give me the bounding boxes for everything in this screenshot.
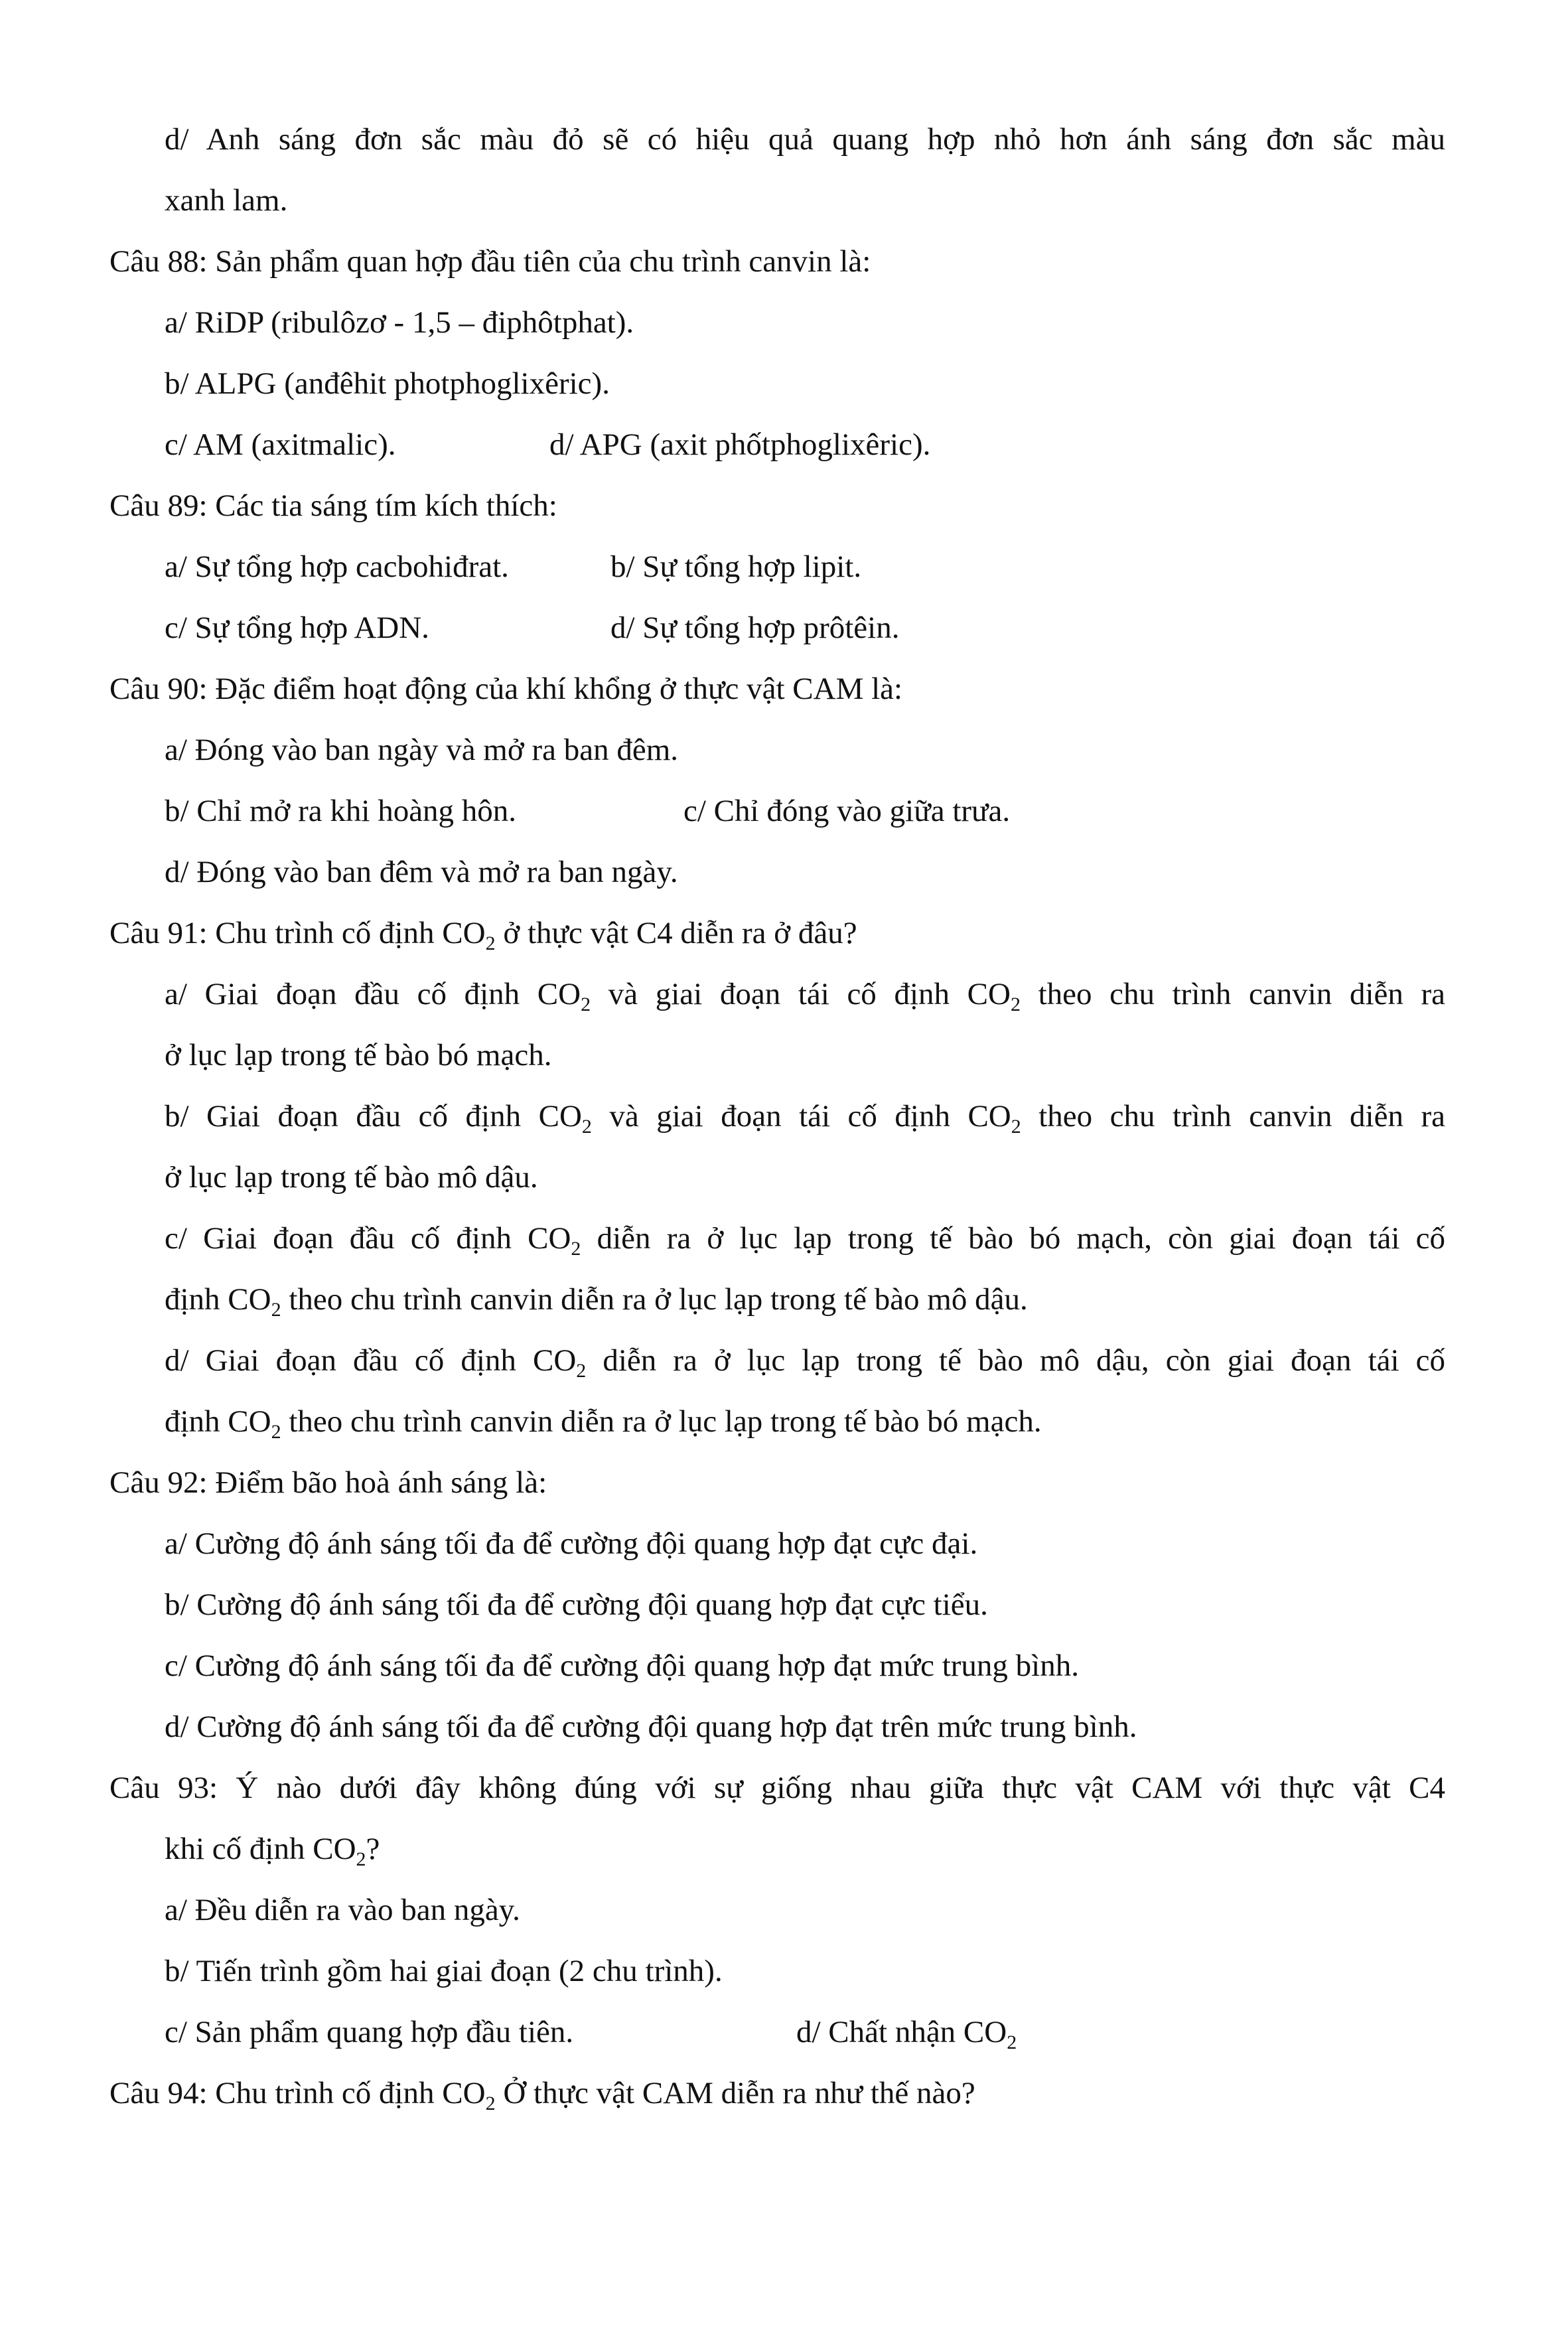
option-89a: a/ Sự tổng hợp cacbohiđrat.: [165, 550, 509, 584]
option-row-89ab: [165, 547, 862, 587]
option-91c-line1: c/ Giai đoạn đầu cố định $CO_2$ diễn ra ở lục lạp trong tế bào bó mạch, còn giai đoạn tái cố: [165, 1221, 1445, 1260]
question-90: Câu 90: Đặc điểm hoạt động của khí khổng ở thực vật CAM là:: [109, 672, 903, 706]
option-91c-line2: định $CO_2$ theo chu trình canvin diễn ra ở lục lạp trong tế bào mô dậu.: [165, 1282, 1028, 1321]
question-94: Câu 94: Chu trình cố định $CO_2$ Ở thực vật CAM diễn ra như thế nào?: [109, 2076, 975, 2114]
option-91a-line1: a/ Giai đoạn đầu cố định $CO_2$ và giai đoạn tái cố định $CO_2$ theo chu trình canvin diễn ra: [165, 977, 1446, 1015]
option-93a: a/ Đều diễn ra vào ban ngày.: [165, 1893, 520, 1927]
option-92a: a/ Cường độ ánh sáng tối đa để cường đội quang hợp đạt cực đại.: [165, 1526, 978, 1561]
option-92d: d/ Cường độ ánh sáng tối đa để cường đội quang hợp đạt trên mức trung bình.: [165, 1710, 1137, 1744]
option-88b: b/ ALPG (anđêhit photphoglixêric).: [165, 366, 610, 401]
option-89d: d/ Sự tổng hợp prôtêin.: [610, 611, 900, 645]
question-93-line1: Câu 93: Ý nào dưới đây không đúng với sự giống nhau giữa thực vật CAM với thực vật C4: [109, 1771, 1445, 1805]
option-88c: c/ AM (axitmalic).: [165, 427, 396, 462]
question-88: Câu 88: Sản phẩm quan hợp đầu tiên của chu trình canvin là:: [109, 244, 871, 279]
answer-87d-line2: xanh lam.: [165, 183, 288, 218]
option-91d-line1: d/ Giai đoạn đầu cố định $CO_2$ diễn ra ở lục lạp trong tế bào mô dậu, còn giai đoạn tái cố: [165, 1343, 1445, 1382]
option-93b: b/ Tiến trình gồm hai giai đoạn (2 chu trình).: [165, 1954, 723, 1988]
option-row-90bc: [165, 791, 1011, 831]
option-88d: d/ APG (axit phốtphoglixêric).: [549, 427, 931, 462]
option-row-89cd: [165, 608, 900, 648]
option-92c: c/ Cường độ ánh sáng tối đa để cường đội quang hợp đạt mức trung bình.: [165, 1649, 1079, 1683]
option-91a-line2: ở lục lạp trong tế bào bó mạch.: [165, 1038, 552, 1072]
option-90d: d/ Đóng vào ban đêm và mở ra ban ngày.: [165, 855, 678, 889]
option-90a: a/ Đóng vào ban ngày và mở ra ban đêm.: [165, 733, 679, 767]
option-93c: c/ Sản phẩm quang hợp đầu tiên.: [165, 2015, 574, 2049]
option-91b-line1: b/ Giai đoạn đầu cố định $CO_2$ và giai đoạn tái cố định $CO_2$ theo chu trình canvin diễn ra: [165, 1099, 1445, 1138]
option-90c: c/ Chỉ đóng vào giữa trưa.: [683, 794, 1011, 828]
option-row-88cd: [165, 425, 931, 465]
option-91d-line2: định $CO_2$ theo chu trình canvin diễn ra ở lục lạp trong tế bào bó mạch.: [165, 1404, 1042, 1443]
option-90b: b/ Chỉ mở ra khi hoàng hôn.: [165, 794, 517, 828]
answer-87d-line1: d/ Anh sáng đơn sắc màu đỏ sẽ có hiệu quả quang hợp nhỏ hơn ánh sáng đơn sắc màu: [165, 122, 1445, 157]
option-93d: d/ Chất nhận $CO_2$: [796, 2015, 1017, 2053]
option-row-93cd: [165, 2012, 1017, 2053]
question-93-line2: khi cố định $CO_2$?: [165, 1832, 380, 1870]
question-89: Câu 89: Các tia sáng tím kích thích:: [109, 488, 557, 523]
option-89b: b/ Sự tổng hợp lipit.: [610, 550, 862, 584]
question-91: Câu 91: Chu trình cố định $CO_2$ ở thực vật C4 diễn ra ở đâu?: [109, 916, 857, 954]
option-91b-line2: ở lục lạp trong tế bào mô dậu.: [165, 1160, 538, 1195]
option-89c: c/ Sự tổng hợp ADN.: [165, 611, 429, 645]
question-92: Câu 92: Điểm bão hoà ánh sáng là:: [109, 1465, 547, 1500]
option-88a: a/ RiDP (ribulôzơ - 1,5 – điphôtphat).: [165, 305, 634, 340]
option-92b: b/ Cường độ ánh sáng tối đa để cường đội quang hợp đạt cực tiểu.: [165, 1587, 988, 1622]
